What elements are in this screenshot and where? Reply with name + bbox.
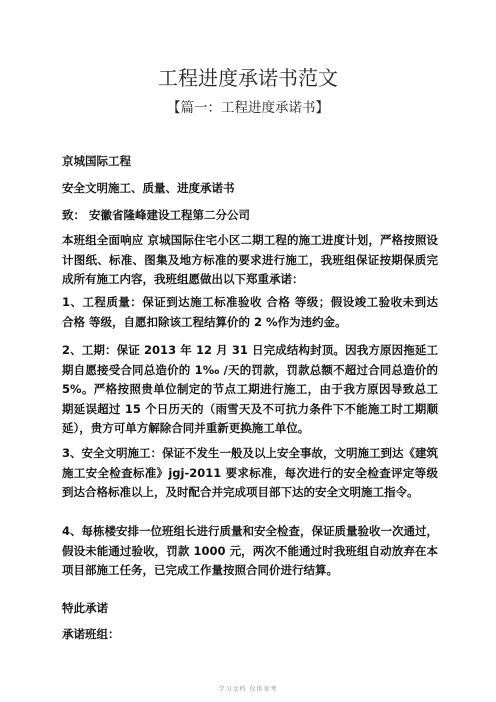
document-title: 工程进度承诺书范文 bbox=[158, 66, 338, 90]
document-name: 安全文明施工、质量、进度承诺书 bbox=[62, 181, 235, 195]
commitment-item-safety: 3、安全文明施工：保证不发生一般及以上安全事故，文明施工到达《建筑施工安全检查标准》jgj-2011 要求标准，每次进行的安全检查评定等级到达合格标准以上，及时配合并完成项目部下达的安全文明施工指令。 bbox=[62, 446, 438, 499]
commitment-item-schedule: 2、工期：保证 2013 年 12 月 31 日完成结构封顶。因我方原因拖延工期自愿接受合同总造价的 1‰ /天的罚款，罚款总额不超过合同总造价的 5%。严格按照贵单位制定的节点工期进行施工，由于我方原因导致总工期延误超过 15 个日历天的（雨雪天及不可抗力条件下不能施工时工期顺延），贵方可单方解除合同并重新更换施工单位。 bbox=[62, 343, 438, 435]
commitment-item-inspection: 4、每栋楼安排一位班组长进行质量和安全检查，保证质量验收一次通过，假设未能通过验收，罚款 1000 元，两次不能通过时我班组自动放弃在本项目部施工任务，已完成工作量按照合同价进行结算。 bbox=[62, 524, 438, 577]
signature-label: 承诺班组： bbox=[62, 627, 120, 641]
company-name: 京城国际工程 bbox=[62, 154, 131, 168]
intro-paragraph: 本班组全面响应 京城国际住宅小区二期工程的施工进度计划，严格按照设计图纸、标准、图集及地方标准的要求进行施工，我班组保证按期保质完成所有施工内容，我班组愿做出以下郑重承诺： bbox=[62, 233, 438, 286]
recipient-line: 致： 安徽省隆峰建设工程第二分公司 bbox=[62, 208, 251, 222]
page-footer: 学习文档 仅供参考 bbox=[218, 686, 278, 693]
commitment-item-quality: 1、工程质量：保证到达施工标准验收 合格 等级；假设竣工验收未到达 合格 等级，自愿扣除该工程结算价的 2 %作为违约金。 bbox=[62, 295, 438, 329]
section-heading: 【篇一：工程进度承诺书】 bbox=[167, 100, 329, 116]
closing-text: 特此承诺 bbox=[62, 601, 108, 615]
